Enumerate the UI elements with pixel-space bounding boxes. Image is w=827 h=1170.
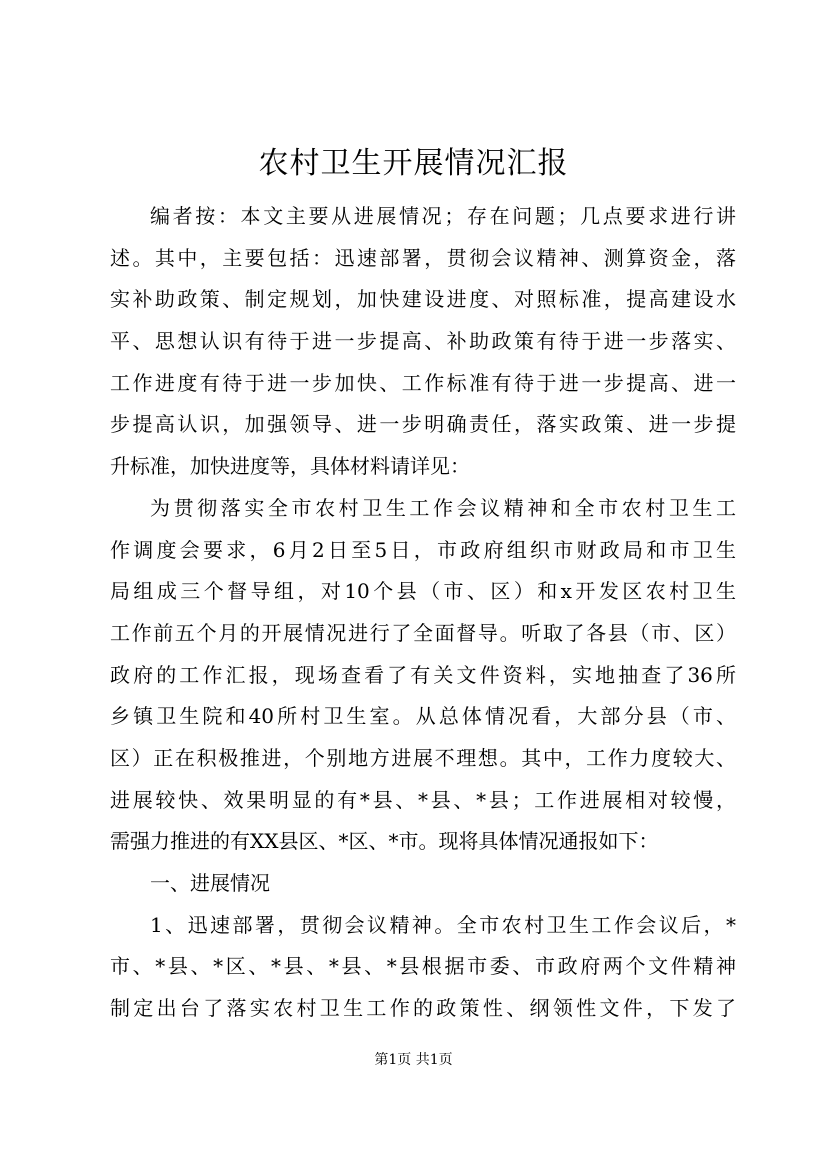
section-heading: 一、进展情况 bbox=[150, 871, 270, 895]
document-body bbox=[110, 196, 736, 1030]
paragraph-line: 工作前五个月的开展情况进行了全面督导。听取了各县（市、区） bbox=[110, 620, 736, 645]
paragraph-line: 市、*县、*区、*县、*县、*县根据市委、市政府两个文件精神 bbox=[110, 954, 736, 979]
paragraph-line: 作调度会要求，6月2日至5日，市政府组织市财政局和市卫生 bbox=[110, 537, 736, 562]
paragraph-line: 需强力推进的有XX县区、*区、*市。现将具体情况通报如下： bbox=[110, 829, 659, 854]
paragraph-line: 步提高认识，加强领导、进一步明确责任，落实政策、进一步提 bbox=[110, 412, 736, 437]
paragraph-line: 平、思想认识有待于进一步提高、补助政策有待于进一步落实、 bbox=[110, 329, 736, 354]
paragraph-line: 政府的工作汇报，现场查看了有关文件资料，实地抽查了36所 bbox=[110, 662, 736, 687]
paragraph-line: 为贯彻落实全市农村卫生工作会议精神和全市农村卫生工 bbox=[150, 495, 736, 520]
paragraph-line: 乡镇卫生院和40所村卫生室。从总体情况看，大部分县（市、 bbox=[110, 704, 736, 729]
paragraph-line: 编者按：本文主要从进展情况；存在问题；几点要求进行讲 bbox=[150, 204, 736, 228]
paragraph-line: 区）正在积极推进，个别地方进展不理想。其中，工作力度较大、 bbox=[110, 745, 736, 770]
paragraph-line: 制定出台了落实农村卫生工作的政策性、纲领性文件，下发了 bbox=[110, 996, 736, 1021]
paragraph-line: 进展较快、效果明显的有*县、*县、*县；工作进展相对较慢， bbox=[110, 787, 736, 812]
page-footer: 第1页 共1页 bbox=[374, 1052, 453, 1068]
document-title: 农村卫生开展情况汇报 bbox=[258, 146, 569, 181]
paragraph-line: 实补助政策、制定规划，加快建设进度、对照标准，提高建设水 bbox=[110, 287, 736, 312]
paragraph-line: 工作进度有待于进一步加快、工作标准有待于进一步提高、进一 bbox=[110, 370, 736, 395]
paragraph-line: 局组成三个督导组，对10个县（市、区）和x开发区农村卫生 bbox=[110, 579, 736, 604]
paragraph-line: 述。其中，主要包括：迅速部署，贯彻会议精神、测算资金，落 bbox=[110, 245, 736, 270]
paragraph-line: 升标准，加快进度等，具体材料请详见： bbox=[110, 454, 470, 479]
paragraph-line: 1、迅速部署，贯彻会议精神。全市农村卫生工作会议后，* bbox=[150, 912, 736, 937]
